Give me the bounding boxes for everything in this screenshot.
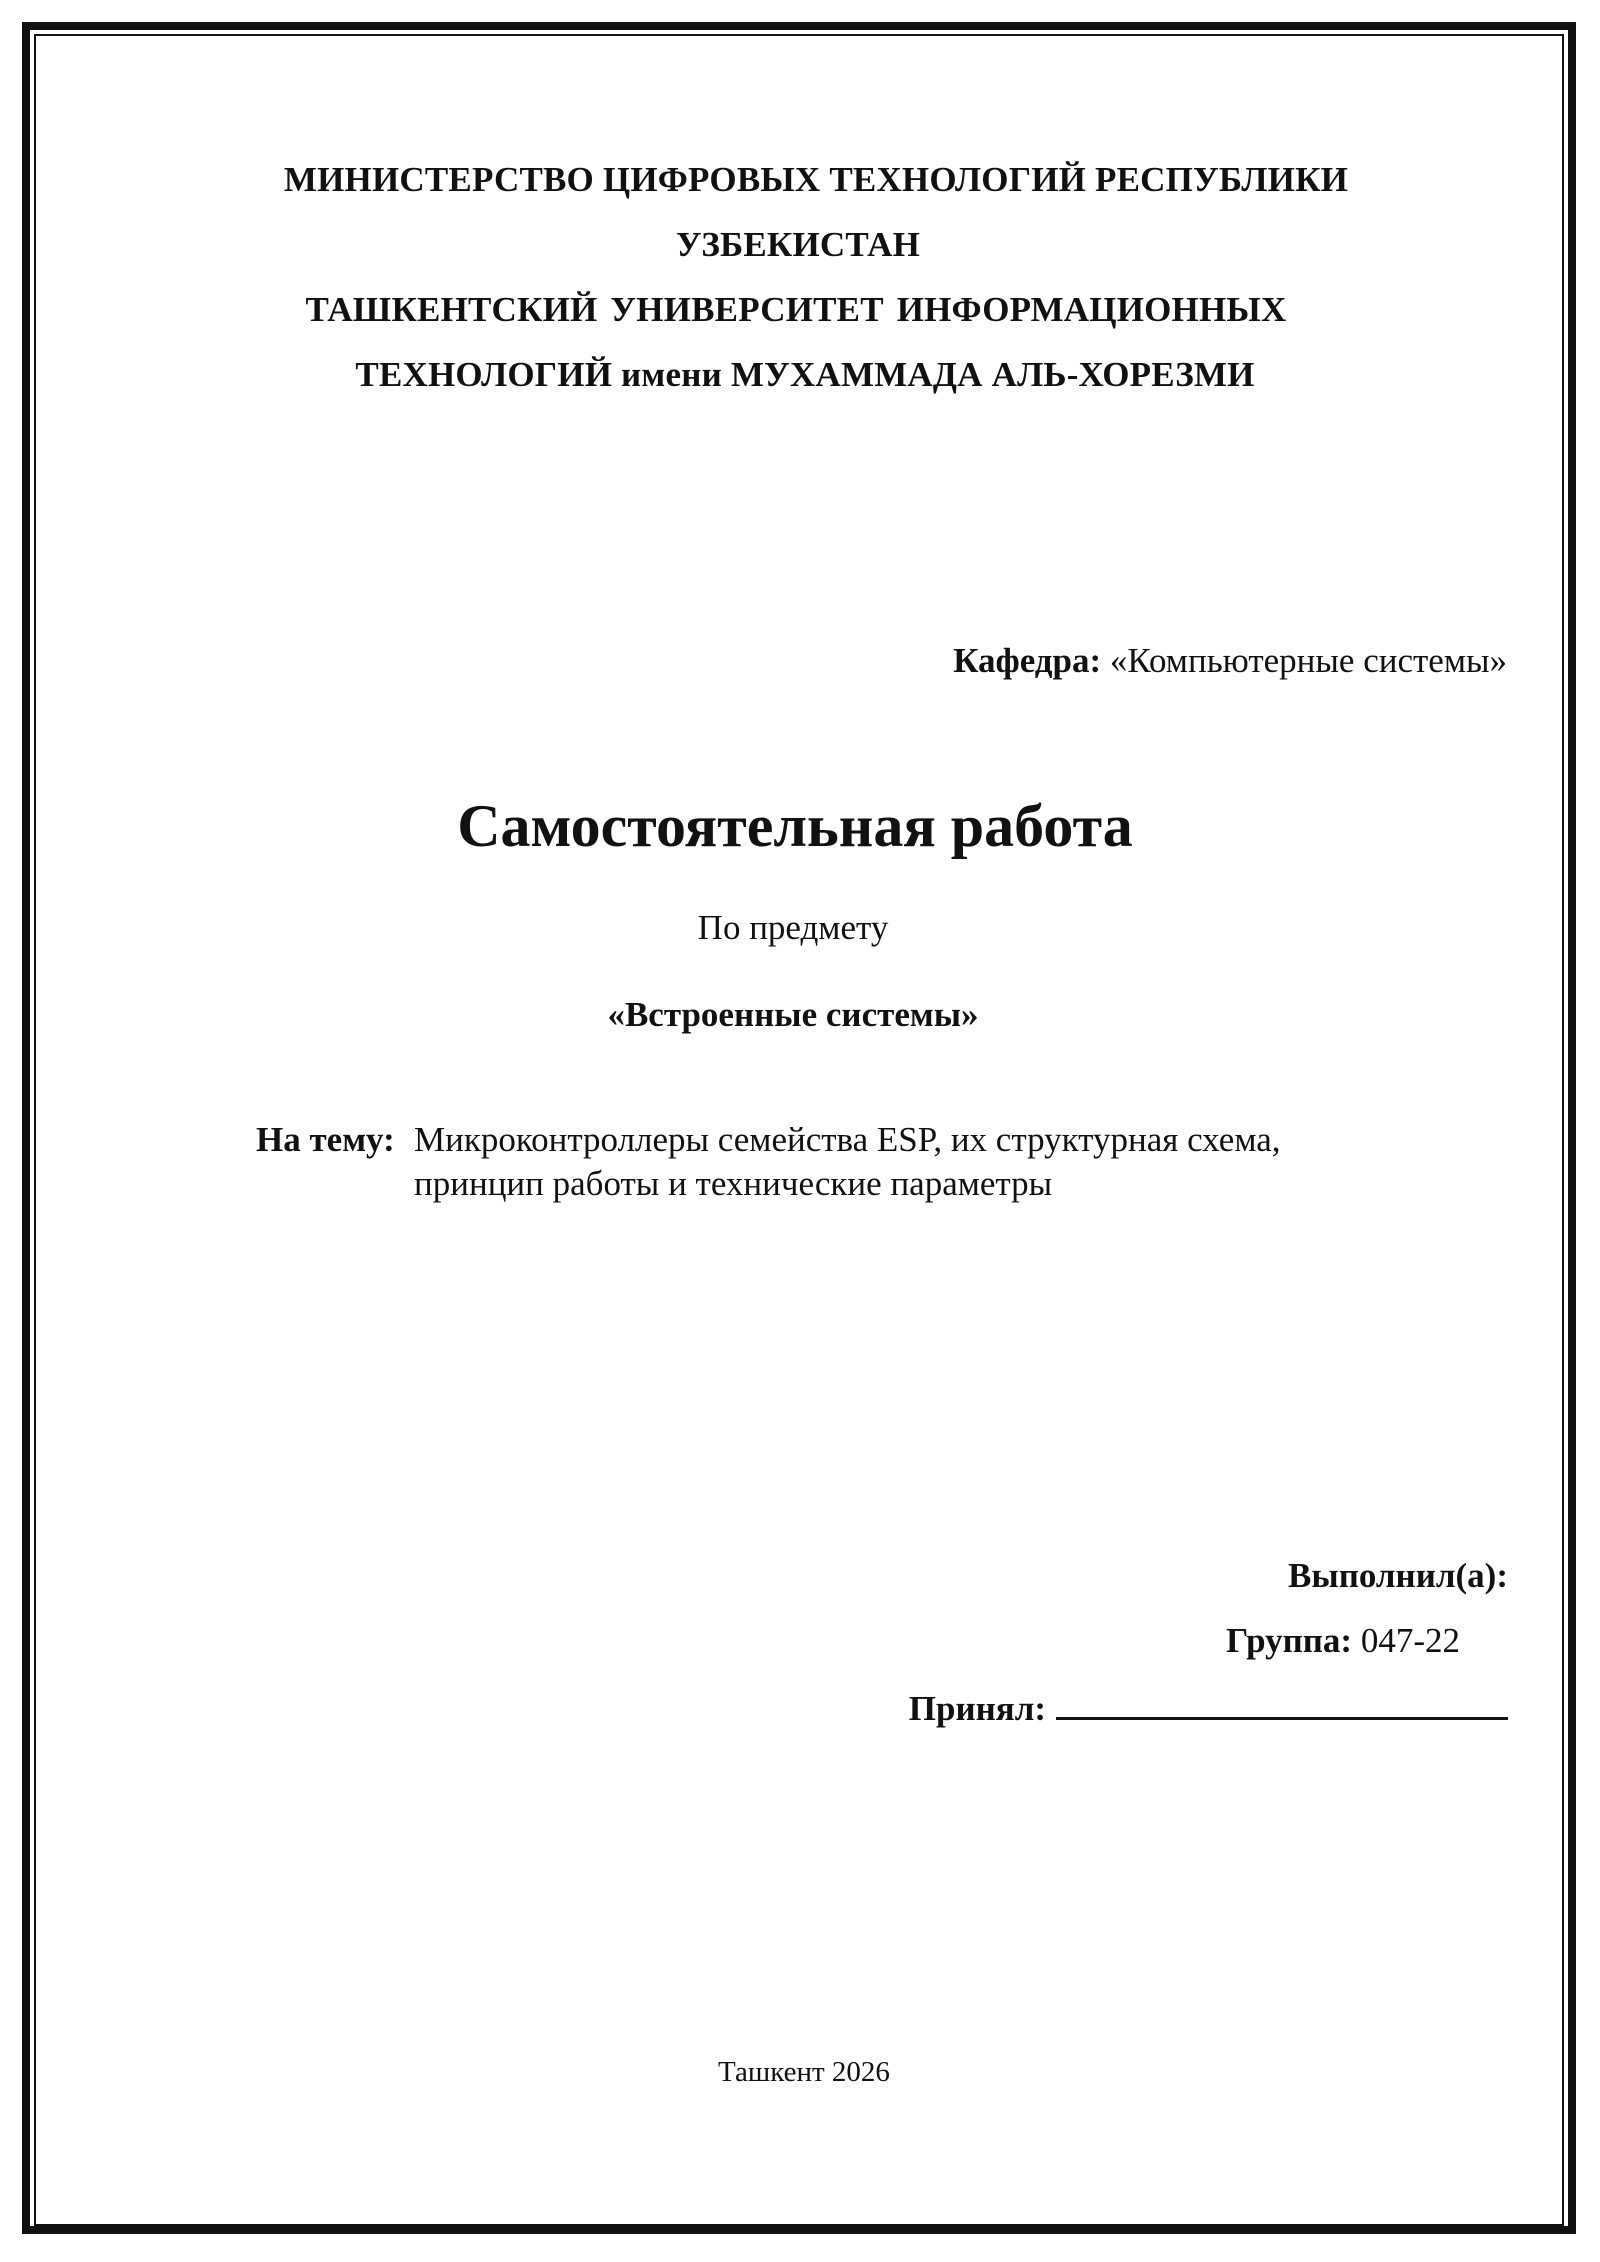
topic-text <box>414 1118 1414 1206</box>
performed-by-label: Выполнил(а): <box>1288 1556 1508 1595</box>
topic-label: На тему: <box>256 1120 395 1159</box>
ministry-line-2: УЗБЕКИСТАН <box>675 225 921 264</box>
group-line <box>1226 1619 1460 1663</box>
accepted-signature-field <box>1056 1685 1508 1720</box>
subject-prefix: По предмету <box>697 908 889 947</box>
topic-line-1: Микроконтроллеры семейства ESP, их структурная схема, <box>414 1120 1281 1159</box>
department-value: «Компьютерные системы» <box>1109 641 1507 680</box>
ministry-line-1: МИНИСТЕРСТВО ЦИФРОВЫХ ТЕХНОЛОГИЙ РЕСПУБЛИКИ <box>283 160 1349 199</box>
university-line-2: ТЕХНОЛОГИЙ имени МУХАММАДА АЛЬ-ХОРЕЗМИ <box>355 355 1255 394</box>
city-year: Ташкент 2026 <box>718 2056 890 2088</box>
group-label: Группа: <box>1226 1621 1353 1660</box>
department-line <box>953 639 1507 683</box>
topic-line-2: принцип работы и технические параметры <box>414 1164 1053 1203</box>
document-title: Самостоятельная работа <box>457 793 1133 859</box>
accepted-label: Принял: <box>908 1689 1046 1728</box>
university-line-1: ТАШКЕНТСКИЙ УНИВЕРСИТЕТ ИНФОРМАЦИОННЫХ <box>305 290 1287 329</box>
department-label: Кафедра: <box>953 641 1102 680</box>
group-value: 047-22 <box>1360 1621 1460 1660</box>
accepted-line <box>909 1685 1508 1731</box>
subject-name: «Встроенные системы» <box>607 995 979 1034</box>
